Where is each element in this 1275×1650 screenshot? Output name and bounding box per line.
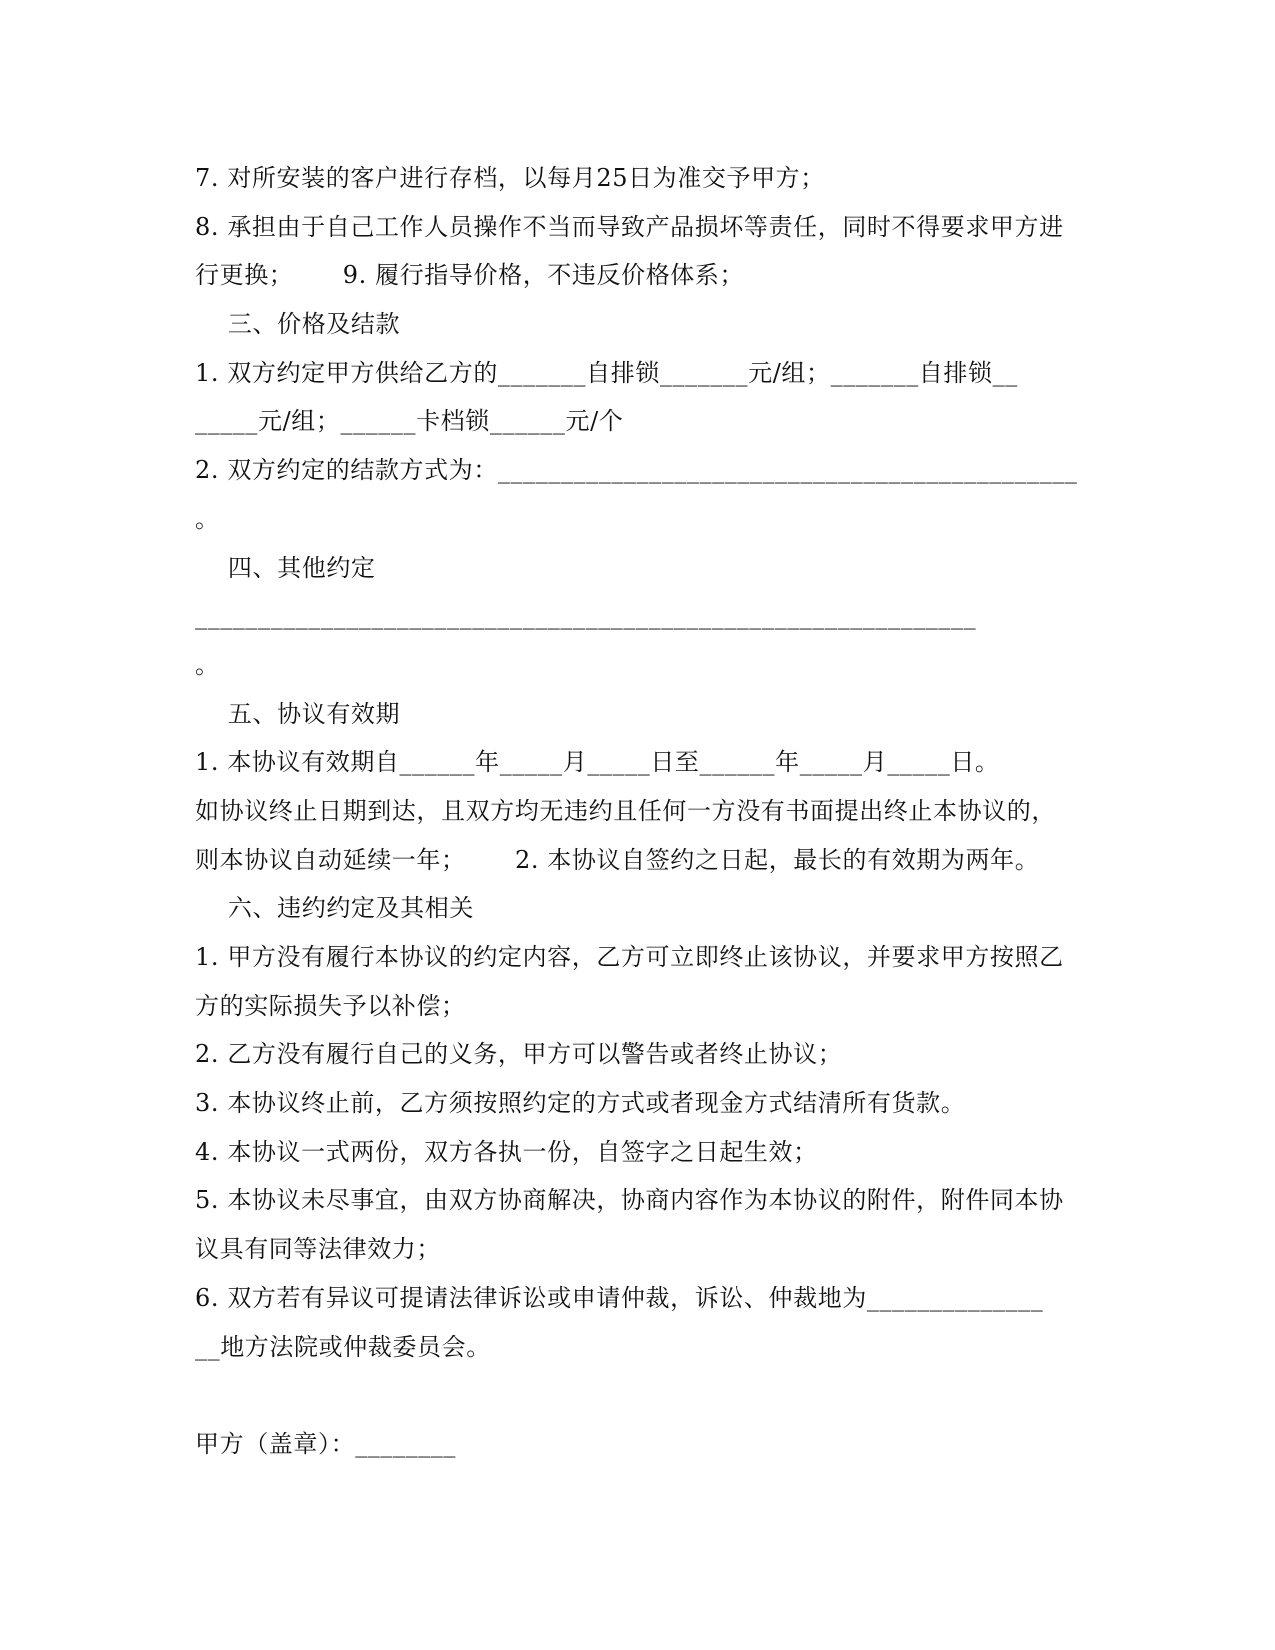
price-clause-2: 2. 双方约定的结款方式为：______________________________________________	[195, 456, 1078, 485]
price-clause-1-line-2: _____元/组；______卡档锁______元/个	[195, 407, 624, 436]
validity-clause-1-2-line: 则本协议自动延续一年； 2. 本协议自签约之日起，最长的有效期为两年。	[195, 845, 1040, 874]
price-clause-1-line-1: 1. 双方约定甲方供给乙方的_______自排锁_______元/组；_______自排锁__	[195, 358, 1018, 387]
section-heading-other: 四、其他约定	[195, 553, 376, 582]
blank-line	[195, 1371, 1085, 1420]
breach-clause-5-line-2: 议具有同等法律效力；	[195, 1235, 441, 1264]
validity-clause-1-line-2: 如协议终止日期到达，且双方均无违约且任何一方没有书面提出终止本协议的，	[195, 796, 1056, 825]
breach-clause-2: 2. 乙方没有履行自己的义务，甲方可以警告或者终止协议；	[195, 1040, 843, 1069]
section-heading-price: 三、价格及结款	[195, 310, 401, 339]
breach-clause-5-line-1: 5. 本协议未尽事宜，由双方协商解决，协商内容作为本协议的附件，附件同本协	[195, 1186, 1064, 1215]
clause-8-9-line: 行更换； 9. 履行指导价格，不违反价格体系；	[195, 261, 745, 290]
validity-clause-1-line-1: 1. 本协议有效期自______年_____月_____日至______年_____月_____日。	[195, 748, 1000, 777]
section-heading-breach: 六、违约约定及其相关	[195, 894, 474, 923]
breach-clause-3: 3. 本协议终止前，乙方须按照约定的方式或者现金方式结清所有货款。	[195, 1089, 966, 1118]
other-terms-end: 。	[195, 650, 220, 679]
breach-clause-6-line-2: __地方法院或仲裁委员会。	[195, 1332, 491, 1361]
clause-8-line-1: 8. 承担由于自己工作人员操作不当而导致产品损坏等责任，同时不得要求甲方进	[195, 212, 1064, 241]
section-heading-validity: 五、协议有效期	[195, 699, 401, 728]
breach-clause-6-line-1: 6. 双方若有异议可提请法律诉讼或申请仲裁，诉讼、仲裁地为______________	[195, 1283, 1044, 1312]
document-body	[195, 154, 1085, 1469]
price-clause-2-end: 。	[195, 504, 220, 533]
breach-clause-4: 4. 本协议一式两份，双方各执一份，自签字之日起生效；	[195, 1137, 818, 1166]
breach-clause-1-line-2: 方的实际损失予以补偿；	[195, 991, 466, 1020]
breach-clause-1-line-1: 1. 甲方没有履行本协议的约定内容，乙方可立即终止该协议，并要求甲方按照乙	[195, 943, 1064, 971]
other-terms-blank: ______________________________________________________________	[195, 602, 977, 631]
party-a-seal-line: 甲方（盖章）：________	[195, 1429, 456, 1458]
clause-7: 7. 对所安装的客户进行存档，以每月25日为准交予甲方；	[195, 164, 825, 192]
